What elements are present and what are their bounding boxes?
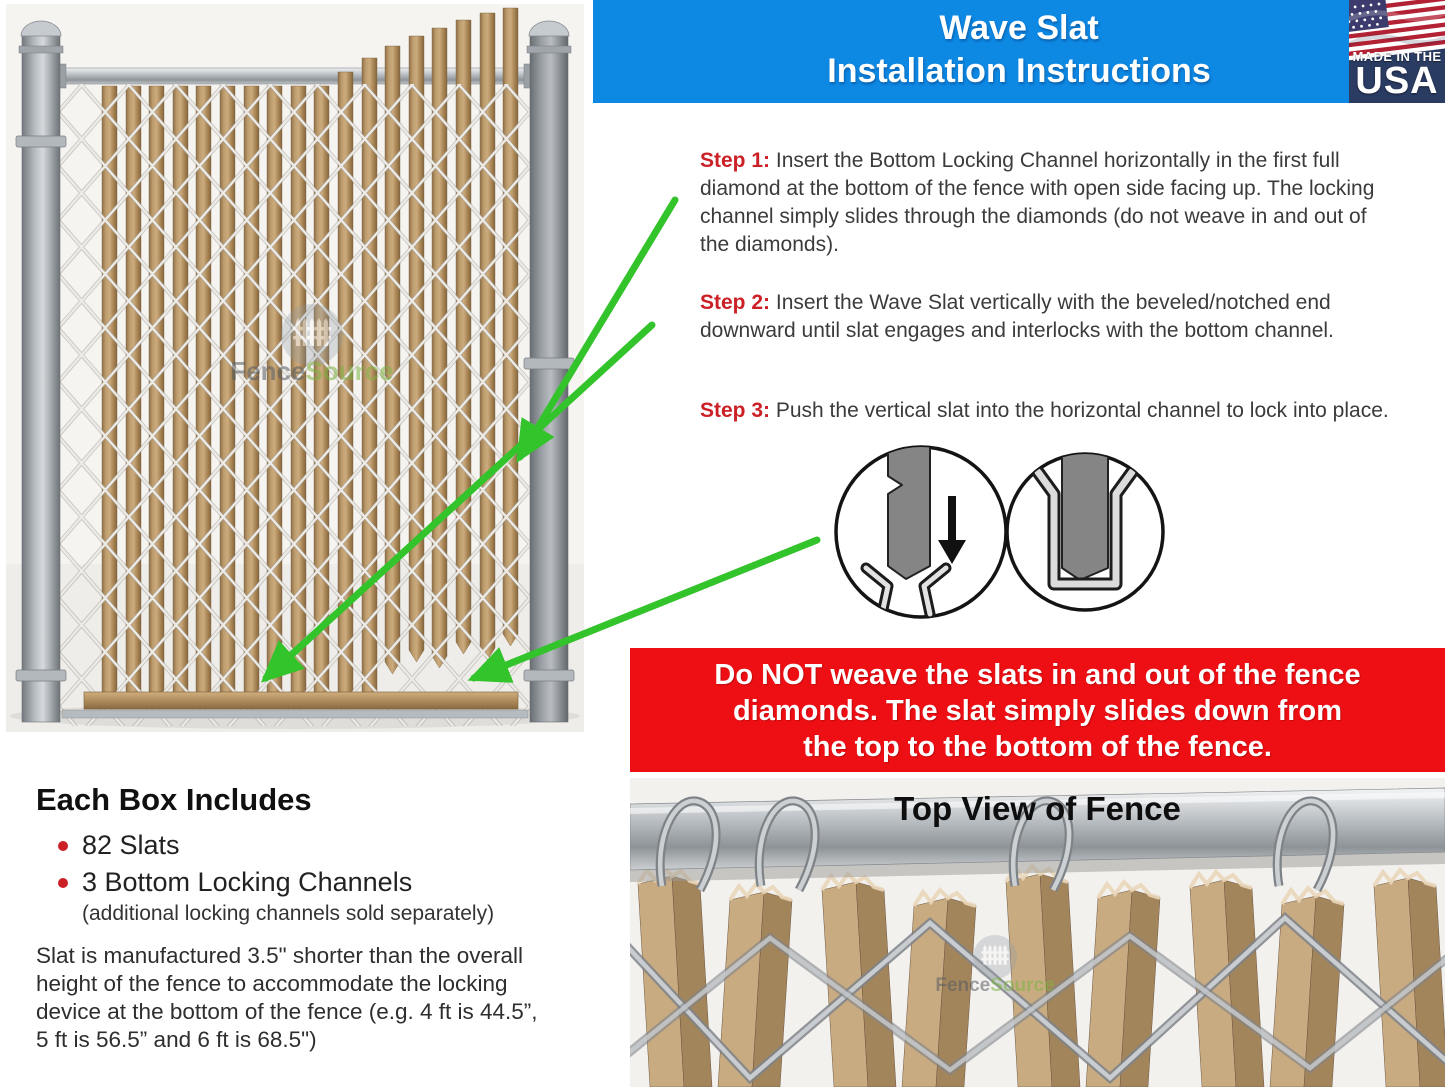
box-contents-section	[36, 782, 611, 926]
step-2-text	[700, 289, 1390, 345]
step-1-text	[700, 147, 1390, 259]
top-view-title: Top View of Fence	[894, 790, 1181, 827]
fencesource-watermark-text: FenceSource	[230, 356, 394, 386]
badge-text-line1: MADE IN THE	[1352, 49, 1442, 64]
made-in-usa-badge	[1349, 0, 1445, 103]
bottom-locking-channel	[62, 692, 528, 718]
box-item-slats: 82 Slats	[82, 830, 180, 860]
box-item-channels: 3 Bottom Locking Channels	[82, 867, 413, 897]
footnote-line2: height of the fence to accommodate the locking	[36, 971, 508, 996]
step-2-body: Insert the Wave Slat vertically with the beveled/notched end downward until slat engages and interlocks with the bottom channel.	[700, 291, 1334, 342]
footnote-line1: Slat is manufactured 3.5" shorter than the overall	[36, 943, 524, 968]
box-contents-heading: Each Box Includes	[36, 782, 312, 817]
badge-text-line2: USA	[1355, 60, 1439, 102]
step-3-label: Step 3:	[700, 399, 771, 422]
fencesource-watermark-text: FenceSource	[935, 975, 1055, 996]
fence-photo	[6, 4, 584, 732]
fence-photo-illustration	[6, 4, 584, 732]
slat-lock-diagrams	[826, 438, 1174, 628]
right-post	[524, 21, 574, 722]
top-view-photo	[630, 778, 1445, 1087]
slat-insert-diagram-icon	[836, 446, 1006, 617]
page-title-line2: Installation Instructions	[827, 52, 1211, 90]
warning-line3: the top to the bottom of the fence.	[803, 731, 1272, 763]
bullet-icon	[58, 878, 68, 888]
footnote-line4: 5 ft is 56.5” and 6 ft is 68.5")	[36, 1027, 317, 1052]
box-contents-note: (additional locking channels sold separately)	[82, 902, 495, 925]
step-3-text	[700, 397, 1390, 425]
list-item	[58, 830, 611, 861]
slat-locked-diagram-icon	[1007, 444, 1163, 610]
footnote-line3: device at the bottom of the fence (e.g. 4 ft is 44.5”,	[36, 999, 538, 1024]
step-2-label: Step 2:	[700, 291, 771, 314]
slat-length-footnote	[36, 942, 616, 1054]
left-post	[16, 21, 66, 722]
step-3-body: Push the vertical slat into the horizontal channel to lock into place.	[775, 399, 1389, 422]
header-banner	[593, 0, 1445, 103]
step-1-label: Step 1:	[700, 149, 771, 172]
list-item	[58, 867, 611, 898]
warning-banner	[630, 648, 1445, 772]
page-title-line1: Wave Slat	[939, 9, 1099, 47]
warning-line2: diamonds. The slat simply slides down from	[732, 695, 1343, 727]
chain-link-mesh	[58, 84, 532, 726]
step-1-body: Insert the Bottom Locking Channel horizontally in the first full diamond at the bottom of the fence with open side facing up. The locking channel simply slides through the diamonds (do not weave in and out of the diamonds).	[700, 149, 1375, 256]
warning-line1: Do NOT weave the slats in and out of the fence	[714, 659, 1361, 691]
bullet-icon	[58, 841, 68, 851]
